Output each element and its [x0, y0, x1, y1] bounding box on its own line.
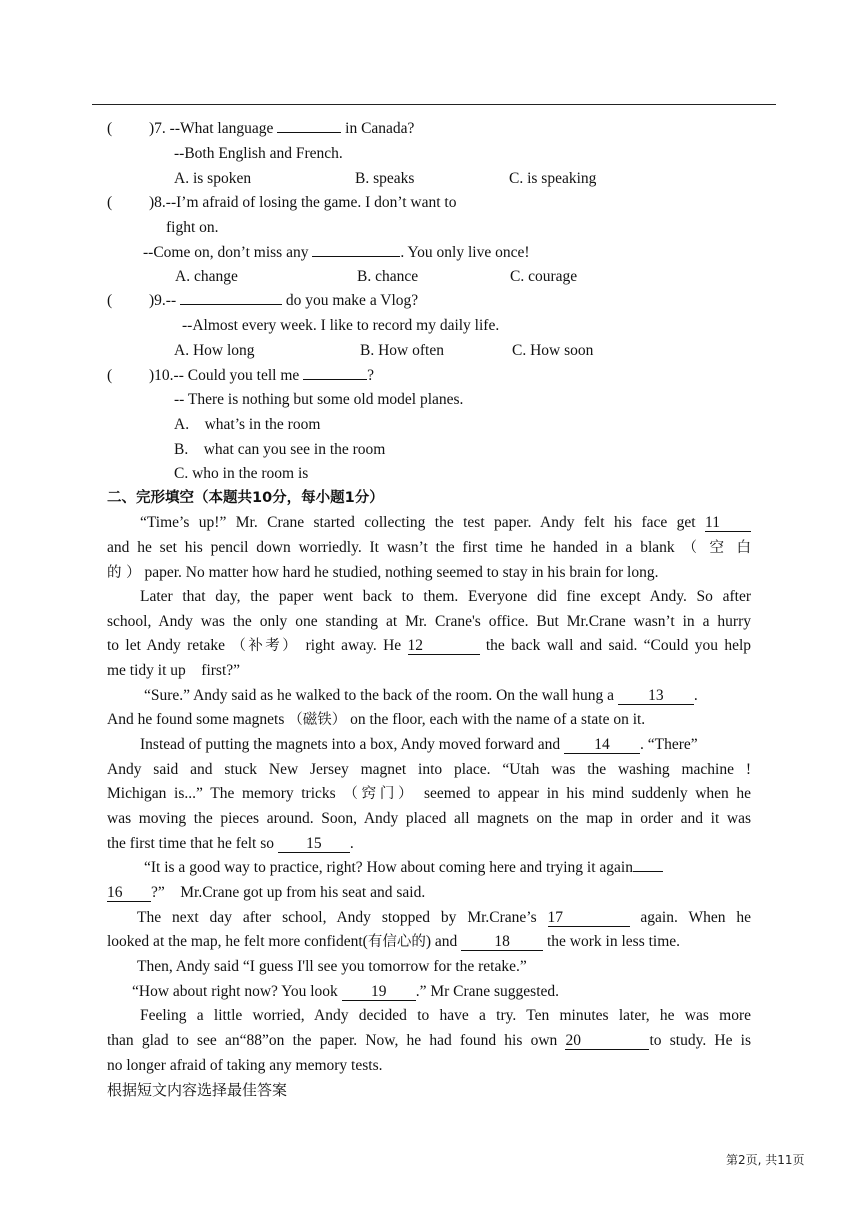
- option-b: B. what can you see in the room: [174, 441, 386, 458]
- passage-line: Michigan is...” The memory tricks （窍门） seemed to appear in his mind suddenly when he: [107, 785, 752, 802]
- option-a: A. change: [175, 268, 238, 285]
- option-b: B. chance: [357, 268, 419, 285]
- passage-line: “How about right now? You look 19 .” Mr Crane suggested.: [132, 983, 560, 1000]
- option-c: C. who in the room is: [174, 465, 309, 482]
- passage-line: Then, Andy said “I guess I'll see you tomorrow for the retake.”: [137, 958, 527, 975]
- question-8-reply: --Come on, don’t miss any . You only live once!: [143, 244, 530, 261]
- blank-19: 19: [342, 983, 416, 1001]
- instruction-text: 根据短文内容选择最佳答案: [107, 1081, 288, 1099]
- passage-line: no longer afraid of taking any memory tests.: [107, 1057, 383, 1074]
- question-8-line2: fight on.: [166, 219, 219, 236]
- passage-line: And he found some magnets （磁铁） on the floor, each with the name of a state on it.: [107, 711, 646, 728]
- passage-line: to let Andy retake （补考） right away. He 12 the back wall and said. “Could you help: [107, 637, 752, 654]
- option-a: A. what’s in the room: [174, 416, 321, 433]
- passage-line: “It is a good way to practice, right? How about coming here and trying it again: [144, 858, 663, 878]
- question-10: ( )10.-- Could you tell me ?: [107, 367, 375, 384]
- question-10-reply: -- There is nothing but some old model planes.: [174, 391, 464, 408]
- blank-11: 11: [705, 514, 751, 532]
- passage-line: was moving the pieces around. Soon, Andy placed all magnets on the map in order and it was: [107, 810, 751, 827]
- passage-line: looked at the map, he felt more confident(有信心的) and 18 the work in less time.: [107, 933, 681, 950]
- option-b: B. speaks: [355, 170, 415, 187]
- section-heading: 二、完形填空（本题共10分，每小题1分）: [107, 490, 384, 506]
- blank-17: 17: [548, 909, 630, 927]
- blank-13: 13: [618, 687, 694, 705]
- option-a: A. is spoken: [174, 170, 252, 187]
- blank-20: 20: [565, 1032, 649, 1050]
- blank-15: 15: [278, 835, 350, 853]
- passage-line: “Time’s up!” Mr. Crane started collecting the test paper. Andy felt his face get 11: [140, 513, 751, 533]
- passage-line: school, Andy was the only one standing at Mr. Crane's office. But Mr.Crane wasn’t in a hurry: [107, 613, 751, 630]
- option-c: C. is speaking: [509, 170, 597, 187]
- passage-line: Later that day, the paper went back to them. Everyone did fine except Andy. So after: [140, 588, 751, 605]
- question-8: ( )8.--I’m afraid of losing the game. I don’t want to: [107, 194, 457, 211]
- passage-line: me tidy it up first?”: [107, 662, 241, 679]
- passage-line: The next day after school, Andy stopped by Mr.Crane’s 17 again. When he: [137, 909, 752, 926]
- header-rule: [92, 104, 776, 105]
- passage-line: Instead of putting the magnets into a box, Andy moved forward and 14 . “There”: [140, 736, 698, 753]
- passage-line: and he set his pencil down worriedly. It wasn’t the first time he handed in a blank （ 空 白: [107, 539, 752, 556]
- blank-16: 16: [107, 884, 151, 902]
- passage-line: 16 ?” Mr.Crane got up from his seat and said.: [107, 884, 426, 901]
- answer-blank: [633, 871, 663, 872]
- question-9: ( )9.-- do you make a Vlog?: [107, 292, 419, 309]
- answer-blank: [180, 304, 282, 305]
- option-c: C. How soon: [512, 342, 594, 359]
- passage-line: 的 ） paper. No matter how hard he studied, nothing seemed to stay in his brain for long.: [107, 564, 659, 581]
- option-a: A. How long: [174, 342, 255, 359]
- passage-line: “Sure.” Andy said as he walked to the back of the room. On the wall hung a 13 .: [144, 687, 698, 704]
- blank-14: 14: [564, 736, 640, 754]
- answer-blank: [303, 379, 367, 380]
- passage-line: Andy said and stuck New Jersey magnet into place. “Utah was the washing machine !: [107, 761, 751, 778]
- option-b: B. How often: [360, 342, 444, 359]
- answer-blank: [277, 132, 341, 133]
- question-9-reply: --Almost every week. I like to record my daily life.: [182, 317, 500, 334]
- passage-line: the first time that he felt so 15 .: [107, 835, 354, 852]
- passage-line: than glad to see an“88”on the paper. Now, he had found his own 20 to study. He is: [107, 1032, 751, 1049]
- blank-18: 18: [461, 933, 543, 951]
- blank-12: 12: [408, 637, 480, 655]
- answer-blank: [312, 256, 400, 257]
- question-7-reply: --Both English and French.: [174, 145, 343, 162]
- passage-line: Feeling a little worried, Andy decided to have a try. Ten minutes later, he was more: [140, 1007, 751, 1024]
- page-number: 第2页, 共11页: [726, 1153, 805, 1167]
- question-7: ( )7. --What language in Canada?: [107, 120, 415, 137]
- option-c: C. courage: [510, 268, 578, 285]
